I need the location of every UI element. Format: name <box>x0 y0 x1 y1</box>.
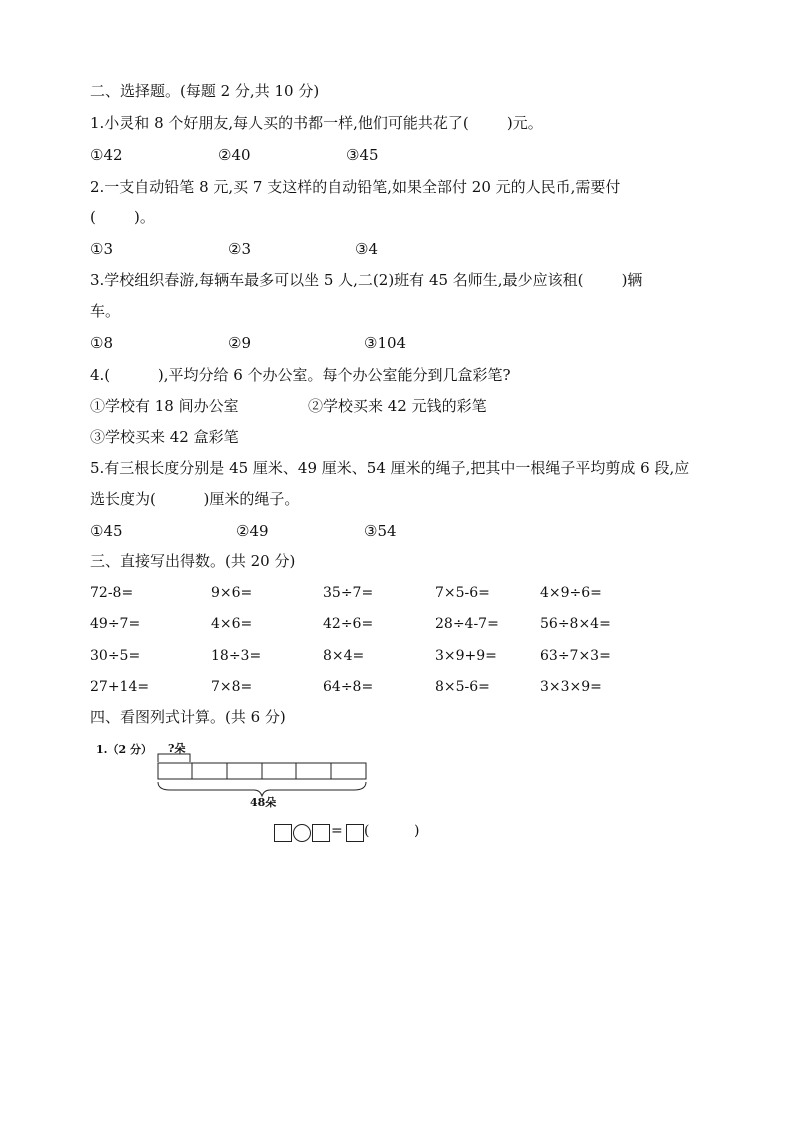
unit-paren: ( ) <box>364 823 420 839</box>
section-2-heading: 二、选择题。(每题 2 分,共 10 分) <box>90 82 320 100</box>
calc-r3-c4: 3×9+9= <box>435 648 497 664</box>
q2-option-3: ③4 <box>355 240 378 258</box>
q3-option-2: ②9 <box>228 334 251 352</box>
question-2-line-1: 2.一支自动铅笔 8 元,买 7 支这样的自动铅笔,如果全部付 20 元的人民币,需要付 <box>90 178 621 196</box>
operator-circle[interactable] <box>293 824 311 842</box>
calc-r2-c1: 49÷7= <box>90 616 141 632</box>
calc-r1-c2: 9×6= <box>211 585 253 601</box>
calc-r2-c3: 42÷6= <box>323 616 374 632</box>
q3-option-1: ①8 <box>90 334 113 352</box>
calc-r1-c4: 7×5-6= <box>435 585 490 601</box>
answer-box-3[interactable] <box>346 824 364 842</box>
section-3-heading: 三、直接写出得数。(共 20 分) <box>90 552 296 570</box>
question-2-line-2: ( )。 <box>90 208 155 226</box>
total-label: 48朵 <box>250 796 277 809</box>
question-5-line-2: 选长度为( )厘米的绳子。 <box>90 490 300 508</box>
question-5-line-1: 5.有三根长度分别是 45 厘米、49 厘米、54 厘米的绳子,把其中一根绳子平均剪成 6 段,应 <box>90 459 690 477</box>
question-1-text: 1.小灵和 8 个好朋友,每人买的书都一样,他们可能共花了( )元。 <box>90 114 543 132</box>
q4-option-2: ②学校买来 42 元钱的彩笔 <box>308 397 487 415</box>
q1-option-2: ②40 <box>218 146 251 164</box>
top-brace <box>158 754 190 762</box>
calc-r1-c3: 35÷7= <box>323 585 374 601</box>
calc-r1-c5: 4×9÷6= <box>540 585 602 601</box>
calc-r3-c2: 18÷3= <box>211 648 262 664</box>
calc-r4-c4: 8×5-6= <box>435 679 490 695</box>
calc-r2-c5: 56÷8×4= <box>540 616 611 632</box>
question-3-line-1: 3.学校组织春游,每辆车最多可以坐 5 人,二(2)班有 45 名师生,最少应该租( )辆 <box>90 271 643 289</box>
q5-option-1: ①45 <box>90 522 123 540</box>
bottom-brace <box>158 782 366 796</box>
q5-option-3: ③54 <box>364 522 397 540</box>
calc-r1-c1: 72-8= <box>90 585 134 601</box>
section-4-heading: 四、看图列式计算。(共 6 分) <box>90 708 286 726</box>
question-mark-label: ?朵 <box>168 742 186 755</box>
q5-option-2: ②49 <box>236 522 269 540</box>
question-3-line-2: 车。 <box>90 302 121 320</box>
answer-box-2[interactable] <box>312 824 330 842</box>
question-4-text: 4.( ),平均分给 6 个办公室。每个办公室能分到几盒彩笔? <box>90 366 511 384</box>
q4-option-1: ①学校有 18 间办公室 <box>90 397 239 415</box>
calc-r4-c1: 27+14= <box>90 679 150 695</box>
equals-sign: = <box>331 823 343 839</box>
q1-option-1: ①42 <box>90 146 123 164</box>
answer-box-1[interactable] <box>274 824 292 842</box>
calc-r4-c3: 64÷8= <box>323 679 374 695</box>
q4-option-3: ③学校买来 42 盒彩笔 <box>90 428 239 446</box>
calc-r2-c4: 28÷4-7= <box>435 616 499 632</box>
q2-option-1: ①3 <box>90 240 113 258</box>
q1-option-3: ③45 <box>346 146 379 164</box>
calc-r3-c3: 8×4= <box>323 648 365 664</box>
s4-question-1-label: 1.（2 分） <box>96 743 152 756</box>
calc-r4-c2: 7×8= <box>211 679 253 695</box>
q3-option-3: ③104 <box>364 334 407 352</box>
calc-r3-c5: 63÷7×3= <box>540 648 611 664</box>
calc-r3-c1: 30÷5= <box>90 648 141 664</box>
calc-r2-c2: 4×6= <box>211 616 253 632</box>
q2-option-2: ②3 <box>228 240 251 258</box>
calc-r4-c5: 3×3×9= <box>540 679 602 695</box>
